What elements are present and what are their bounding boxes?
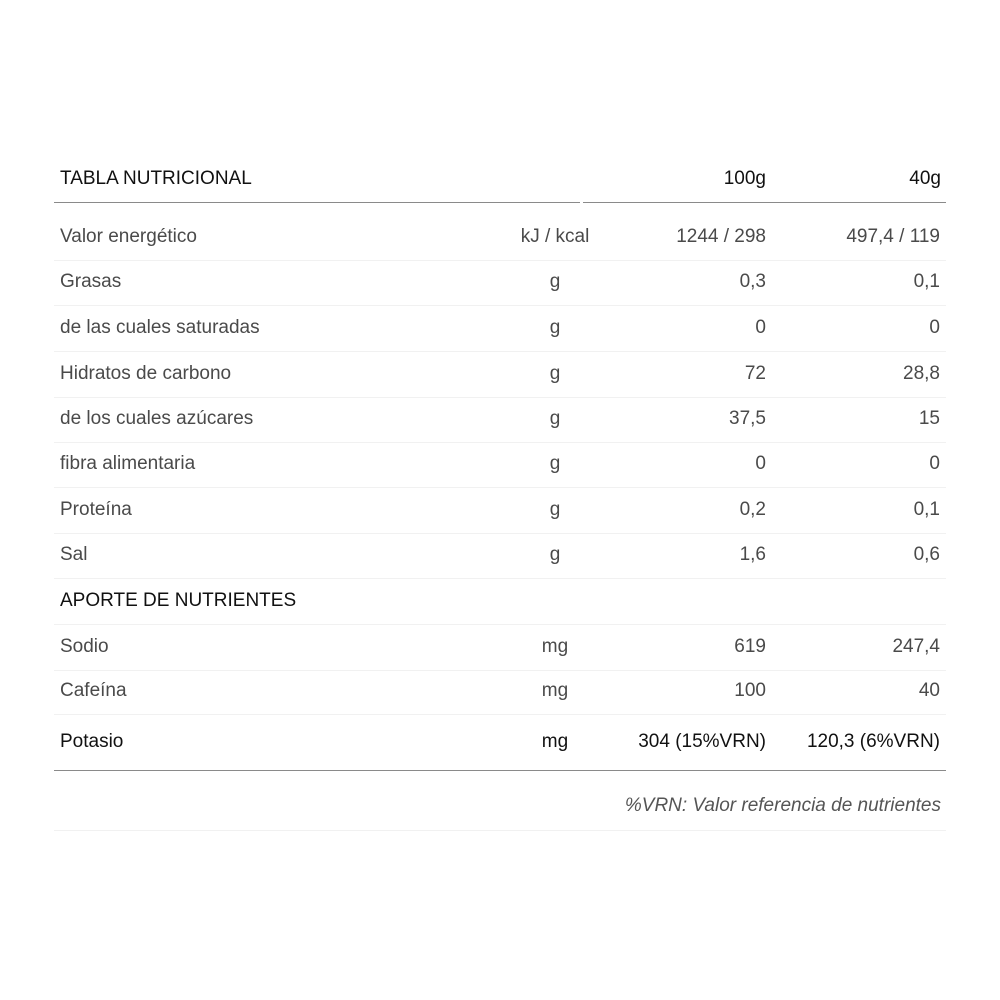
value-100g: 0,3	[739, 271, 766, 292]
row-divider	[54, 305, 946, 306]
unit-cell: g	[549, 317, 561, 338]
column-header-100g: 100g	[723, 168, 766, 189]
value-100g: 72	[744, 363, 766, 384]
nutrient-label: Sodio	[60, 636, 109, 657]
unit-cell: g	[549, 453, 561, 474]
table-title: TABLA NUTRICIONAL	[60, 168, 252, 189]
unit-cell: mg	[541, 680, 569, 701]
nutrient-label: Potasio	[60, 731, 124, 752]
value-100g: 0	[755, 317, 766, 338]
section-header	[54, 590, 946, 614]
value-40g: 120,3 (6%VRN)	[806, 731, 940, 752]
row-divider	[54, 578, 946, 579]
value-40g: 0,1	[913, 499, 940, 520]
table-row	[54, 453, 946, 477]
table-row	[54, 317, 946, 341]
value-40g: 497,4 / 119	[846, 226, 940, 247]
nutrient-label: Cafeína	[60, 680, 127, 701]
row-divider	[54, 442, 946, 443]
value-100g: 304 (15%VRN)	[638, 731, 766, 752]
unit-cell: g	[549, 499, 561, 520]
nutrient-label: Valor energético	[60, 226, 197, 247]
unit-cell: kJ / kcal	[520, 226, 590, 247]
row-divider	[54, 260, 946, 261]
value-40g: 0	[929, 317, 940, 338]
table-row	[54, 636, 946, 660]
header-divider-right	[583, 202, 946, 203]
nutrient-label: de los cuales azúcares	[60, 408, 254, 429]
nutrient-label: Hidratos de carbono	[60, 363, 232, 384]
nutrient-label: de las cuales saturadas	[60, 317, 260, 338]
table-row	[54, 408, 946, 432]
value-100g: 100	[734, 680, 766, 701]
footnote: %VRN: Valor referencia de nutrientes	[624, 795, 941, 816]
value-40g: 28,8	[903, 363, 940, 384]
table-row	[54, 271, 946, 295]
row-divider	[54, 397, 946, 398]
unit-cell: g	[549, 408, 561, 429]
nutrient-label: Proteína	[60, 499, 132, 520]
value-100g: 37,5	[729, 408, 766, 429]
header-divider-left	[54, 202, 580, 203]
table-row	[54, 731, 946, 755]
value-100g: 0,2	[739, 499, 766, 520]
value-40g: 40	[918, 680, 940, 701]
table-row	[54, 680, 946, 704]
table-bottom-divider	[54, 770, 946, 771]
section-title: APORTE DE NUTRIENTES	[60, 590, 297, 611]
unit-cell: mg	[541, 636, 569, 657]
nutrient-label: Sal	[60, 544, 88, 565]
table-row	[54, 499, 946, 523]
row-divider	[54, 351, 946, 352]
unit-cell: mg	[541, 731, 569, 752]
value-100g: 1244 / 298	[676, 226, 766, 247]
column-header-40g: 40g	[909, 168, 941, 189]
row-divider	[54, 714, 946, 715]
row-divider	[54, 487, 946, 488]
table-row	[54, 363, 946, 387]
unit-cell: g	[549, 544, 561, 565]
table-row	[54, 226, 946, 250]
row-divider	[54, 670, 946, 671]
value-40g: 0,1	[913, 271, 940, 292]
unit-cell: g	[549, 363, 561, 384]
value-100g: 619	[734, 636, 766, 657]
unit-cell: g	[549, 271, 561, 292]
footnote-divider	[54, 830, 946, 831]
nutrient-label: fibra alimentaria	[60, 453, 196, 474]
value-100g: 1,6	[739, 544, 766, 565]
value-40g: 15	[918, 408, 940, 429]
row-divider	[54, 533, 946, 534]
value-40g: 247,4	[892, 636, 940, 657]
value-100g: 0	[755, 453, 766, 474]
value-40g: 0	[929, 453, 940, 474]
value-40g: 0,6	[913, 544, 940, 565]
row-divider	[54, 624, 946, 625]
nutrient-label: Grasas	[60, 271, 122, 292]
table-row	[54, 544, 946, 568]
